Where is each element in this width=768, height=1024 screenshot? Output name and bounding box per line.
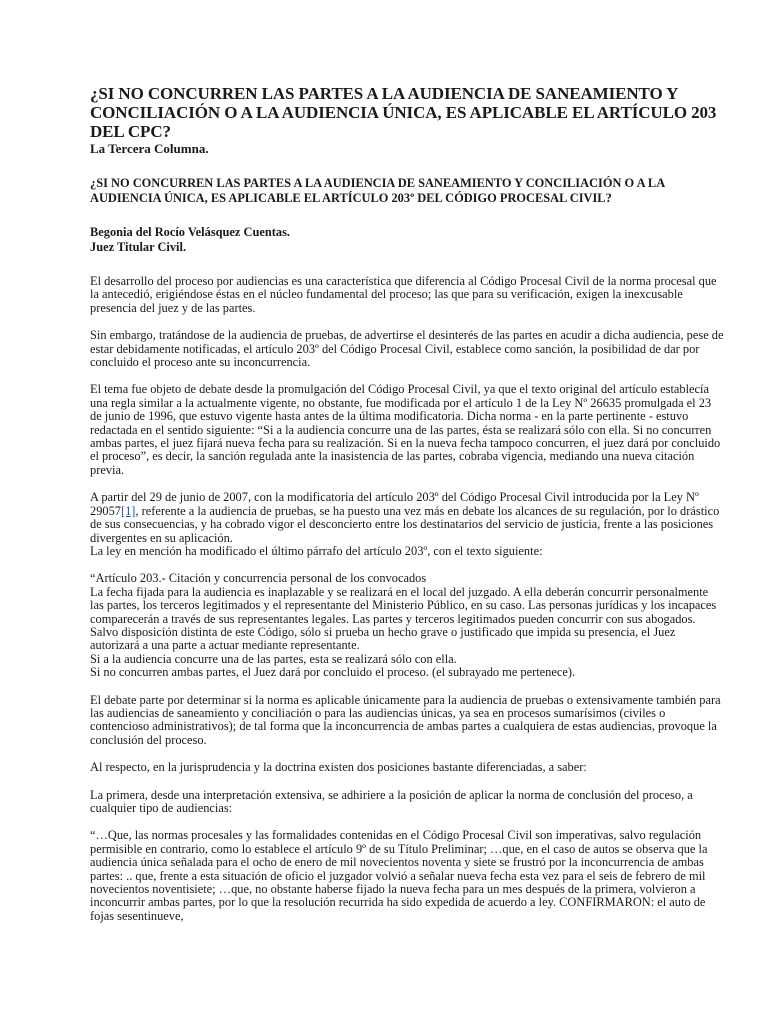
paragraph-9: “…Que, las normas procesales y las formalidades contenidas en el Código Procesal Civil son imperativas, salvo regulación permisible en contrario, como lo establece el artículo 9º de su Título Preliminar; …que, en el caso de autos se observa que la audiencia única señalada para el ocho de enero de mil novecientos noventa y siete se frustró por la inconcurrencia de ambas partes: .. que, frente a esta situación de oficio el juzgador volvió a señalar nueva fecha esta vez para el seis de febrero de mil novecientos noventisiete; …que, no obstante haberse fijado la nueva fecha para un mes después de la primera, volvieron a inconcurrir ambas partes, por lo que la resolución recurrida ha sido expedida de acuerdo a ley. CONFIRMARON: el auto de fojas sesentinueve, [90,828,708,923]
quote-line-1: La fecha fijada para la audiencia es inaplazable y se realizará en el local del juzgado. A ella deberán concurrir personalmente las partes, los terceros legitimados y el representante del Ministerio Público, en su caso. Las personas jurídicas y los incapaces comparecerán a través de sus representantes legales. Las partes y terceros legitimados pueden concurrir con sus abogados. [90,584,717,626]
footnote-link[interactable]: [1] [120,503,136,518]
paragraph-2: Sin embargo, tratándose de la audiencia de pruebas, de advertirse el desinterés de las partes en acudir a dicha audiencia, pese de estar debidamente notificadas, el artículo 203º del Código Procesal Civil, establece como sanción, la posibilidad de dar por concluido el proceso ante su inconcurrencia. [90,328,724,370]
quote-line-3: Si a la audiencia concurre una de las partes, esta se realizará sólo con ella. [90,651,457,666]
quoted-article [90,572,724,679]
paragraph-7: Al respecto, en la jurisprudencia y la doctrina existen dos posiciones bastante diferenciadas, a saber: [90,760,587,775]
paragraph-5: La ley en mención ha modificado el último párrafo del artículo 203º, con el texto siguiente: [90,543,543,558]
author-role: Juez Titular Civil. [90,240,187,254]
paragraph-1: El desarrollo del proceso por audiencias es una característica que diferencia al Código Procesal Civil de la norma procesal que la antecedió, erigiéndose éstas en el núcleo fundamental del proceso; las que para su verificación, exigen la inexcusable presencia del juez y de las partes. [90,274,717,315]
paragraph-4 [90,491,724,545]
paragraph-6: El debate parte por determinar si la norma es aplicable únicamente para la audiencia de pruebas o extensivamente también para las audiencias de saneamiento y conciliación o para las audiencias únicas, ya sea en procesos sumarísimos (civiles o contencioso administrativos); de tal forma que la inconcurrencia de ambas partes a cualquiera de estas audiencias, provoque la conclusión del proceso. [90,692,721,747]
column-label: La Tercera Columna. [90,141,209,156]
quote-heading: “Artículo 203.- Citación y concurrencia personal de los convocados [90,571,427,586]
paragraph-4-text-b: , referente a la audiencia de pruebas, se ha puesto una vez más en debate los alcances de su regulación, por lo drástico de sus consecuencias, y ha cobrado vigor el desconcierto entre los destinatarios del servicio de justicia, frente a las posiciones divergentes en su aplicación. [90,503,720,545]
paragraph-4-text-a: A partir del 29 de junio de 2007, con la modificatoria del artículo 203º del Código Procesal Civil introducida por la Ley Nº 29057 [90,490,699,518]
document-title: ¿SI NO CONCURREN LAS PARTES A LA AUDIENCIA DE SANEAMIENTO Y CONCILIACIÓN O A LA AUDIENCIA ÚNICA, ES APLICABLE EL ARTÍCULO 203 DEL CPC? [90,84,717,141]
quote-line-2: Salvo disposición distinta de este Código, sólo si prueba un hecho grave o justificado que impida su presencia, el Juez autorizará a una parte a actuar mediante representante. [90,624,676,653]
author-name: Begonia del Rocío Velásquez Cuentas. [90,225,290,239]
paragraph-3: El tema fue objeto de debate desde la promulgación del Código Procesal Civil, ya que el texto original del artículo establecía una regla similar a la actualmente vigente, no obstante, fue modificada por el artículo 1 de la Ley Nº 26635 promulgada el 23 de junio de 1996, que estuvo vigente hasta antes de la última modificatoria. Dicha norma - en la parte pertinente - estuvo redactada en el sentido siguiente: “Si a la audiencia concurre una de las partes, ésta se realizará sólo con ella. Si no concurren ambas partes, el juez fijará nueva fecha para su realización. Si en la nueva fecha tampoco concurren, el juez dará por concluido el proceso”, es decir, la sanción regulada ante la inasistencia de las partes, cobraba vigencia, mediando una nueva citación previa. [90,382,721,477]
document-page [90,84,724,937]
paragraph-8: La primera, desde una interpretación extensiva, se adhiriere a la posición de aplicar la norma de conclusión del proceso, a cualquier tipo de audiencias: [90,787,693,815]
quote-line-4: Si no concurren ambas partes, el Juez dará por concluido el proceso. (el subrayado me pertenece). [90,665,576,680]
article-subtitle: ¿SI NO CONCURREN LAS PARTES A LA AUDIENCIA DE SANEAMIENTO Y CONCILIACIÓN O A LA AUDIENCIA ÚNICA, ES APLICABLE EL ARTÍCULO 203º DEL CÓDIGO PROCESAL CIVIL? [90,176,665,205]
